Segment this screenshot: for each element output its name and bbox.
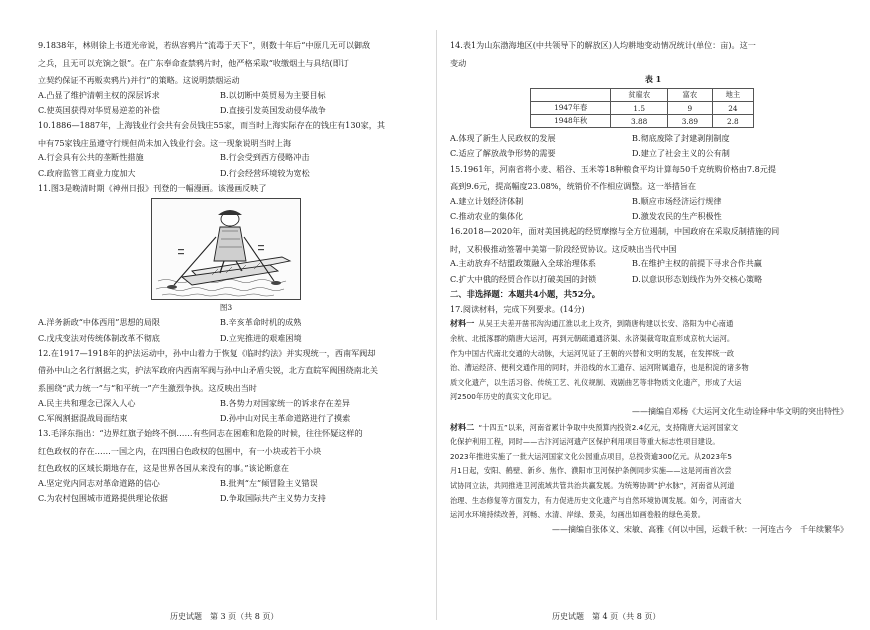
option-a: A.建立计划经济体制 (450, 195, 524, 206)
question-12-line: 12.在1917—1918年的护法运动中，孙中山着力于恢复《临时约法》并实现统一，西南军阀却 (38, 347, 376, 358)
exam-page-3 (0, 0, 432, 630)
material-1-line (450, 316, 856, 332)
section-heading: 二、非选择题：本题共4小题，共52分。 (450, 288, 601, 299)
table-header (531, 89, 611, 102)
question-16-options (450, 256, 856, 286)
question-13-line: 13.毛泽东指出：“边界红旗子始终不倒……有些同志在困难和危险的时候，往往怀疑这样的 (38, 427, 363, 438)
table-cell: 3.88 (611, 115, 668, 128)
material-2-line: 治理、生态修复等方面发力，有力促进历史文化遗产与自然环境协调发展。如今，河南省大 (450, 495, 742, 505)
question-10-options (38, 150, 424, 180)
question-15-options (450, 194, 856, 224)
page-footer-left: 历史试题 第 3 页（共 8 页） (170, 612, 279, 621)
material-1-line: 质文化遗产，以生活习俗、传统工艺、礼仪规制、戏剧曲艺等非物质文化遗产，形成了大运 (450, 377, 742, 387)
question-13-line: 红色政权的区域长期地存在，这是世界各国从来没有的事。”该论断意在 (38, 463, 289, 474)
question-17 (450, 302, 856, 538)
table-cell: 1947年春 (531, 102, 611, 115)
material-1-line: 作为中国古代南北交通的大动脉，大运河见证了王朝的兴替和文明的发展，在发挥统一政 (450, 348, 735, 358)
question-14-line: 14.表1为山东渤海地区(中共领导下的解放区)人均耕地变动情况统计(单位：亩)。这一 (450, 40, 756, 50)
option-a: A.行会具有公共的垄断性措施 (38, 152, 144, 163)
question-9-options (38, 88, 424, 118)
option-b: B.各势力对国家统一的诉求存在差异 (220, 397, 350, 408)
option-b: B.批判“左”倾冒险主义错误 (220, 477, 318, 488)
option-a: A.洋务新政“中体西用”思想的局限 (38, 317, 160, 328)
material-2-line: 2023年推进实施了一批大运河国家文化公园重点项目，总投资逾300亿元。从2023年5 (450, 451, 732, 461)
question-14-line: 变动 (450, 57, 467, 68)
question-16-line: 16.2018—2020年，面对美国挑起的经贸摩擦与全方位遏制，中国政府在采取反制措施的同 (450, 226, 780, 237)
table-header: 贫雇农 (611, 89, 668, 102)
table-cell: 1948年秋 (531, 115, 611, 128)
question-15-line: 高到9.6元，提高幅度23.08%，统销价不作相应调整。这一举措旨在 (450, 181, 697, 192)
option-c: C.军阀割据混战局面结束 (38, 412, 128, 423)
material-2-line (450, 420, 856, 436)
option-a: A.坚定党内同志对革命道路的信心 (38, 477, 160, 488)
cartoon-figure (151, 198, 301, 300)
option-a: A.民主共和理念已深入人心 (38, 397, 136, 408)
material-1-line: 治、漕运经济、便利交通作用的同时，并沿线的水工遗存、运河附属遗存，也是积淀的诸多物 (450, 363, 749, 373)
question-16-line: 时，又积极推动签署中美第一阶段经贸协议。这反映出当代中国 (450, 243, 677, 254)
table-caption: 表 1 (644, 74, 662, 85)
option-d: D.直接引发英国发动侵华战争 (220, 104, 326, 115)
page-footer-right: 历史试题 第 4 页（共 8 页） (552, 612, 661, 621)
option-a: A.主动放弃不结盟政策融入全球治理体系 (450, 258, 597, 269)
question-14-options (450, 131, 856, 161)
question-16 (450, 224, 856, 287)
material-2-line: 运河水环境持续改善，河畅、水清、岸绿、景美，勾画出如画卷般的绿色美景。 (450, 510, 706, 520)
option-c: C.戊戌变法对传统体制改革不彻底 (38, 332, 160, 343)
table-header-row (531, 89, 754, 102)
table-cell: 9 (667, 102, 712, 115)
exam-page-4 (442, 0, 870, 630)
question-15 (450, 162, 856, 225)
option-c: C.使英国获得对华贸易逆差的补偿 (38, 104, 160, 115)
table-header: 富农 (667, 89, 712, 102)
question-11 (38, 181, 424, 346)
table-row (531, 102, 754, 115)
figure-caption: 图3 (219, 303, 233, 313)
option-d: D.孙中山对民主革命道路进行了摸索 (220, 412, 351, 423)
table-row (531, 115, 754, 128)
question-10-line: 中有75家钱庄虽遵守行规但尚未加入钱业行会。这一现象说明当时上海 (38, 137, 292, 148)
option-b: B.顺应市场经济运行规律 (632, 195, 722, 206)
question-14 (450, 38, 856, 162)
question-17-line: 17.阅读材料，完成下列要求。(14分) (450, 303, 585, 314)
material-2-line: 月1日起，安阳、鹤壁、新乡、焦作、濮阳市卫河保护条例同步实施——这是河南首次尝 (450, 466, 732, 476)
question-12-line: 系围绕“武力统一”与“和平统一”产生激烈争执。这反映出当时 (38, 382, 257, 393)
question-12 (38, 346, 424, 426)
table-cell: 1.5 (611, 102, 668, 115)
option-b: B.在维护主权的前提下寻求合作共赢 (632, 258, 762, 269)
material-2-text: “十四五”以来，河南省累计争取中央预算内投资2.4亿元，支持隋唐大运河国家文 (478, 422, 739, 432)
material-1-line: 河2500年历史的真实文化印记。 (450, 392, 557, 402)
farmland-table (530, 88, 754, 128)
option-c: C.推动农业的集体化 (450, 210, 524, 221)
question-11-options (38, 315, 424, 345)
option-c: C.政府监管工商业力度加大 (38, 167, 136, 178)
material-1-source: ——摘编自邓杨《大运河文化生动诠释中华文明的突出特性》 (632, 406, 848, 416)
option-a: A.凸显了维护清朝主权的深层诉求 (38, 89, 160, 100)
question-9-line: 之兵，且无可以充饷之银”。在广东奉命查禁鸦片时，他严格采取“收缴烟土与具结(即订 (38, 57, 349, 68)
question-13-options (38, 476, 424, 506)
option-d: D.以意识形态划线作为外交核心策略 (632, 273, 763, 284)
material-2-line: 试协同立法，共同推进卫河流域共管共治共赢发展。为统筹协调“护水脉”，河南省从河道 (450, 480, 735, 490)
option-d: D.建立了社会主义的公有制 (632, 148, 730, 159)
option-b: B.辛亥革命时机的成熟 (220, 317, 302, 328)
option-b: B.彻底废除了封建剥削制度 (632, 133, 730, 144)
material-1-text: 从吴王夫差开凿邗沟沟通江淮以北上攻齐，到隋唐构建以长安、洛阳为中心南通 (478, 319, 734, 329)
option-d: D.激发农民的生产积极性 (632, 210, 722, 221)
material-1-label: 材料一 (450, 318, 475, 329)
question-13-line: 红色政权的存在……一国之内，在四围白色政权的包围中，有一小块或若干小块 (38, 445, 322, 456)
option-d: D.立宪推进的艰难困境 (220, 332, 302, 343)
question-15-line: 15.1961年，河南省将小麦、稻谷、玉米等18种粮食平均计算每50千克统购价格由7.8元提 (450, 163, 776, 174)
question-13 (38, 426, 424, 506)
option-b: B.以切断中英贸易为主要目标 (220, 89, 326, 100)
option-c: C.适应了解放战争形势的需要 (450, 148, 556, 159)
question-9-line: 立契约保证不再贩卖鸦片)并行”的策略。这说明禁烟运动 (38, 75, 240, 86)
cartoon-boat-illustration (152, 199, 300, 299)
option-d: D.行会经营环境较为宽松 (220, 167, 310, 178)
question-10 (38, 118, 424, 181)
option-c: C.扩大中俄的经贸合作以打破美国的封锁 (450, 273, 597, 284)
option-c: C.为农村包围城市道路提供理论依据 (38, 492, 168, 503)
option-a: A.体现了新生人民政权的发展 (450, 133, 556, 144)
question-9-line: 9.1838年，林则徐上书道光帝说，若纵容鸦片“流毒于天下”，则数十年后“中原几无可以御敌 (38, 40, 371, 50)
table-cell: 2.8 (712, 115, 753, 128)
question-9 (38, 38, 424, 118)
question-11-line: 11.图3是晚清时期《神州日报》刊登的一幅漫画。该漫画反映了 (38, 182, 267, 193)
table-cell: 24 (712, 102, 753, 115)
question-12-line: 借孙中山之名行割据之实，护法军政府内西南军阀与孙中山矛盾尖锐，北方直皖军阀围绕南北关 (38, 365, 378, 376)
table-header: 地主 (712, 89, 753, 102)
question-10-line: 10.1886—1887年，上海钱业行会共有会员钱庄55家，而当时上海实际存在的钱庄有130家，其 (38, 120, 385, 131)
page-divider (436, 30, 437, 620)
material-2-line: 化保护利用工程，同时——古汴河运河遗产区保护利用项目等重大标志性项目建设。 (450, 437, 720, 447)
material-2-source: ——摘编自张体义、宋敏、高雅《何以中国，运载千秋：一河连古今 千年续繁华》 (552, 524, 848, 534)
option-d: D.争取国际共产主义势力支持 (220, 492, 326, 503)
option-b: B.行会受到西方侵略冲击 (220, 152, 310, 163)
material-1-line: 余杭、北抵涿郡的隋唐大运河，再到元朝疏通通济渠、永济渠裁弯取直形成京杭大运河。 (450, 333, 735, 343)
material-2-label: 材料二 (450, 421, 475, 432)
table-cell: 3.89 (667, 115, 712, 128)
question-12-options (38, 396, 424, 426)
